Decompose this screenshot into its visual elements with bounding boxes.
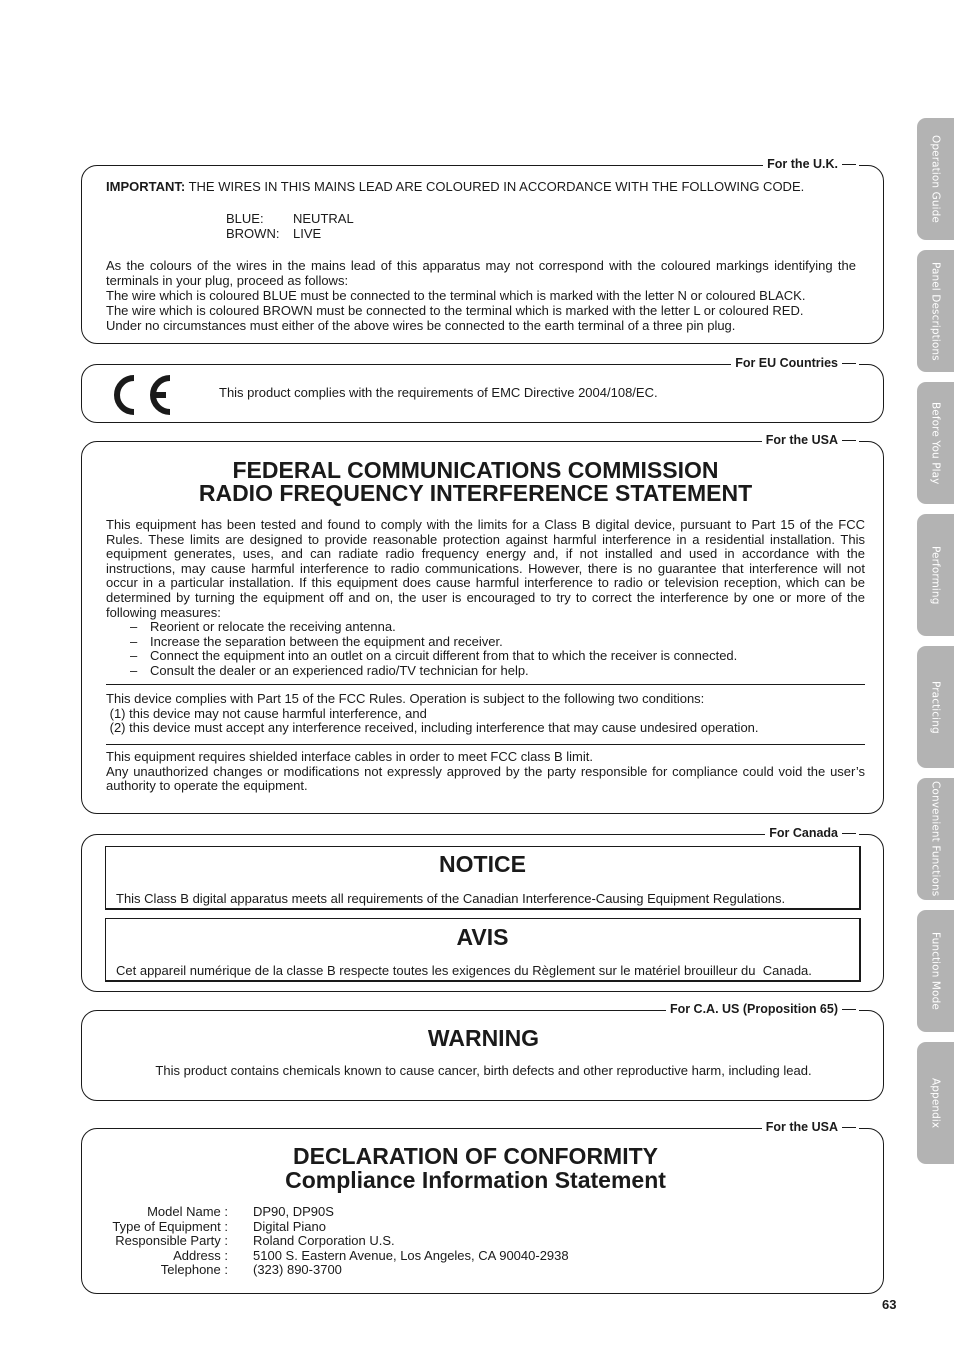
changes-text: Any unauthorized changes or modifications not expressly approved by the party responsible for compliance could void the user’s authority to operate the equipment. bbox=[106, 763, 865, 794]
notice-box bbox=[105, 846, 861, 910]
doc-key: Address : bbox=[173, 1247, 228, 1263]
doc-value: Digital Piano bbox=[253, 1218, 326, 1234]
warning-title: WARNING bbox=[427, 1025, 540, 1051]
measure-text: Connect the equipment into an outlet on a circuit different from that to which the receiver is connected. bbox=[150, 648, 738, 664]
ce-mark-icon bbox=[106, 370, 172, 420]
side-tab-label: Performing bbox=[929, 545, 942, 605]
side-tab-label: Practicing bbox=[929, 680, 942, 734]
section-label: For the USA bbox=[762, 432, 859, 448]
side-tab-convenient-functions[interactable] bbox=[917, 778, 954, 900]
important-text: THE WIRES IN THIS MAINS LEAD ARE COLOURED IN ACCORDANCE WITH THE FOLLOWING CODE. bbox=[185, 179, 805, 194]
wire-code-row bbox=[226, 226, 354, 241]
doc-value: 5100 S. Eastern Avenue, Los Angeles, CA 90040-2938 bbox=[253, 1247, 569, 1263]
section-label: For EU Countries bbox=[731, 355, 859, 371]
wire-color: BLUE: bbox=[226, 211, 264, 226]
fcc-section bbox=[81, 433, 884, 814]
bullet: – bbox=[130, 633, 138, 649]
uk-paragraph bbox=[106, 258, 856, 333]
side-tab-label: Appendix bbox=[929, 1077, 942, 1129]
doc-key: Responsible Party : bbox=[115, 1233, 228, 1249]
side-tab-practicing[interactable] bbox=[917, 646, 954, 768]
section-label: For the USA bbox=[762, 1119, 859, 1135]
doc-title-line1: DECLARATION OF CONFORMITY bbox=[293, 1143, 658, 1169]
table-row bbox=[102, 1234, 569, 1249]
wire-color: BROWN: bbox=[226, 226, 280, 241]
doc-title bbox=[74, 1144, 877, 1192]
side-tab-operation-guide[interactable] bbox=[917, 118, 954, 240]
notice-text: This Class B digital apparatus meets all requirements of the Canadian Interference-Causing Equipment Regulations. bbox=[116, 891, 786, 906]
bullet: – bbox=[130, 619, 138, 634]
table-row bbox=[102, 1220, 569, 1235]
doc-value: Roland Corporation U.S. bbox=[253, 1233, 395, 1249]
uk-line: The wire which is coloured BLUE must be connected to the terminal which is marked with the letter N or coloured BLACK. bbox=[106, 288, 806, 303]
fcc-measures-list bbox=[106, 620, 865, 678]
doc-value: (323) 890-3700 bbox=[253, 1262, 342, 1278]
table-row bbox=[102, 1205, 569, 1220]
part15-intro: This device complies with Part 15 of the FCC Rules. Operation is subject to the following two conditions: bbox=[106, 691, 705, 706]
bullet: – bbox=[130, 662, 138, 678]
avis-title: AVIS bbox=[456, 924, 509, 950]
measure-text: Consult the dealer or an experienced radio/TV technician for help. bbox=[150, 662, 529, 678]
doc-key: Telephone : bbox=[160, 1262, 228, 1278]
page-number: 63 bbox=[882, 1297, 897, 1312]
divider bbox=[106, 744, 865, 745]
eu-text: This product complies with the requirements of EMC Directive 2004/108/EC. bbox=[219, 385, 658, 400]
doc-value: DP90, DP90S bbox=[253, 1204, 334, 1219]
uk-section bbox=[81, 157, 884, 344]
side-tab-label: Convenient Functions bbox=[929, 781, 942, 897]
side-tab-function-mode[interactable] bbox=[917, 910, 954, 1032]
table-row bbox=[102, 1249, 569, 1264]
side-tab-performing[interactable] bbox=[917, 514, 954, 636]
side-tab-before-you-play[interactable] bbox=[917, 382, 954, 504]
fcc-title bbox=[74, 459, 877, 505]
canada-section bbox=[81, 826, 884, 992]
cables-text: This equipment requires shielded interface cables in order to meet FCC class B limit. bbox=[106, 749, 593, 764]
avis-box bbox=[105, 918, 861, 982]
wire-meaning: NEUTRAL bbox=[293, 211, 354, 226]
uk-line: Under no circumstances must either of the above wires be connected to the earth terminal of a three pin plug. bbox=[106, 318, 736, 333]
list-item bbox=[106, 664, 865, 679]
side-tab-label: Before You Play bbox=[929, 401, 942, 485]
fcc-paragraph: This equipment has been tested and found to comply with the limits for a Class B digital device, pursuant to Part 15 of the FCC Rules. These limits are designed to provide reasonable protection against harmful interference in a residential installation. This equipment generates, uses, and can radiate radio frequency energy and, if not installed and used in accordance with the instructions, may cause harmful interference to radio communications. However, there is no guarantee that interference will not occur in a particular installation. If this equipment does cause harmful interference to radio or television reception, which can be determined by turning the equipment off and on, the user is encouraged to try to correct the interference by one or more of the following measures: bbox=[106, 517, 865, 620]
uk-line: The wire which is coloured BROWN must be connected to the terminal which is marked with the letter L or coloured RED. bbox=[106, 303, 804, 318]
eu-section bbox=[81, 356, 884, 423]
side-tab-panel-descriptions[interactable] bbox=[917, 250, 954, 372]
list-item bbox=[106, 635, 865, 650]
avis-text: Cet appareil numérique de la classe B respecte toutes les exigences du Règlement sur le matériel brouilleur du Canada. bbox=[116, 963, 812, 978]
measure-text: Increase the separation between the equipment and receiver. bbox=[150, 633, 503, 649]
measure-text: Reorient or relocate the receiving antenna. bbox=[150, 619, 396, 634]
doc-section bbox=[81, 1120, 884, 1294]
bullet: – bbox=[130, 648, 138, 664]
wire-code-row bbox=[226, 211, 354, 226]
doc-key: Model Name : bbox=[147, 1204, 228, 1219]
section-label: For the U.K. bbox=[763, 156, 859, 172]
condition: (2) this device must accept any interference received, including interference that may cause undesired operation. bbox=[106, 720, 759, 736]
important-prefix: IMPORTANT: bbox=[106, 179, 186, 194]
fcc-part15 bbox=[106, 692, 865, 736]
list-item bbox=[106, 620, 865, 635]
side-tab-label: Operation Guide bbox=[929, 135, 942, 223]
side-tab-appendix[interactable] bbox=[917, 1042, 954, 1164]
list-item bbox=[106, 649, 865, 664]
wire-meaning: LIVE bbox=[293, 226, 322, 241]
section-label: For C.A. US (Proposition 65) bbox=[666, 1001, 859, 1017]
side-tab-label: Function Mode bbox=[929, 932, 942, 1010]
prop65-section bbox=[81, 1002, 884, 1101]
side-tab-label: Panel Descriptions bbox=[929, 261, 942, 361]
important-line bbox=[106, 179, 866, 194]
condition: (1) this device may not cause harmful interference, and bbox=[106, 705, 427, 721]
wire-code-table bbox=[226, 211, 354, 241]
fcc-title-line2: RADIO FREQUENCY INTERFERENCE STATEMENT bbox=[198, 480, 753, 506]
fcc-title-line1: FEDERAL COMMUNICATIONS COMMISSION bbox=[232, 457, 719, 483]
fcc-cables bbox=[106, 750, 865, 794]
doc-key: Type of Equipment : bbox=[112, 1218, 228, 1234]
table-row bbox=[102, 1263, 569, 1278]
section-label: For Canada bbox=[765, 825, 859, 841]
doc-info-table bbox=[102, 1205, 569, 1278]
divider bbox=[106, 684, 865, 685]
notice-title: NOTICE bbox=[439, 851, 526, 877]
warning-text: This product contains chemicals known to cause cancer, birth defects and other reproductive harm, including lead. bbox=[155, 1063, 812, 1078]
doc-title-line2: Compliance Information Statement bbox=[285, 1167, 666, 1193]
uk-intro: As the colours of the wires in the mains lead of this apparatus may not correspond with the coloured markings identifying the terminals in your plug, proceed as follows: bbox=[106, 258, 856, 288]
